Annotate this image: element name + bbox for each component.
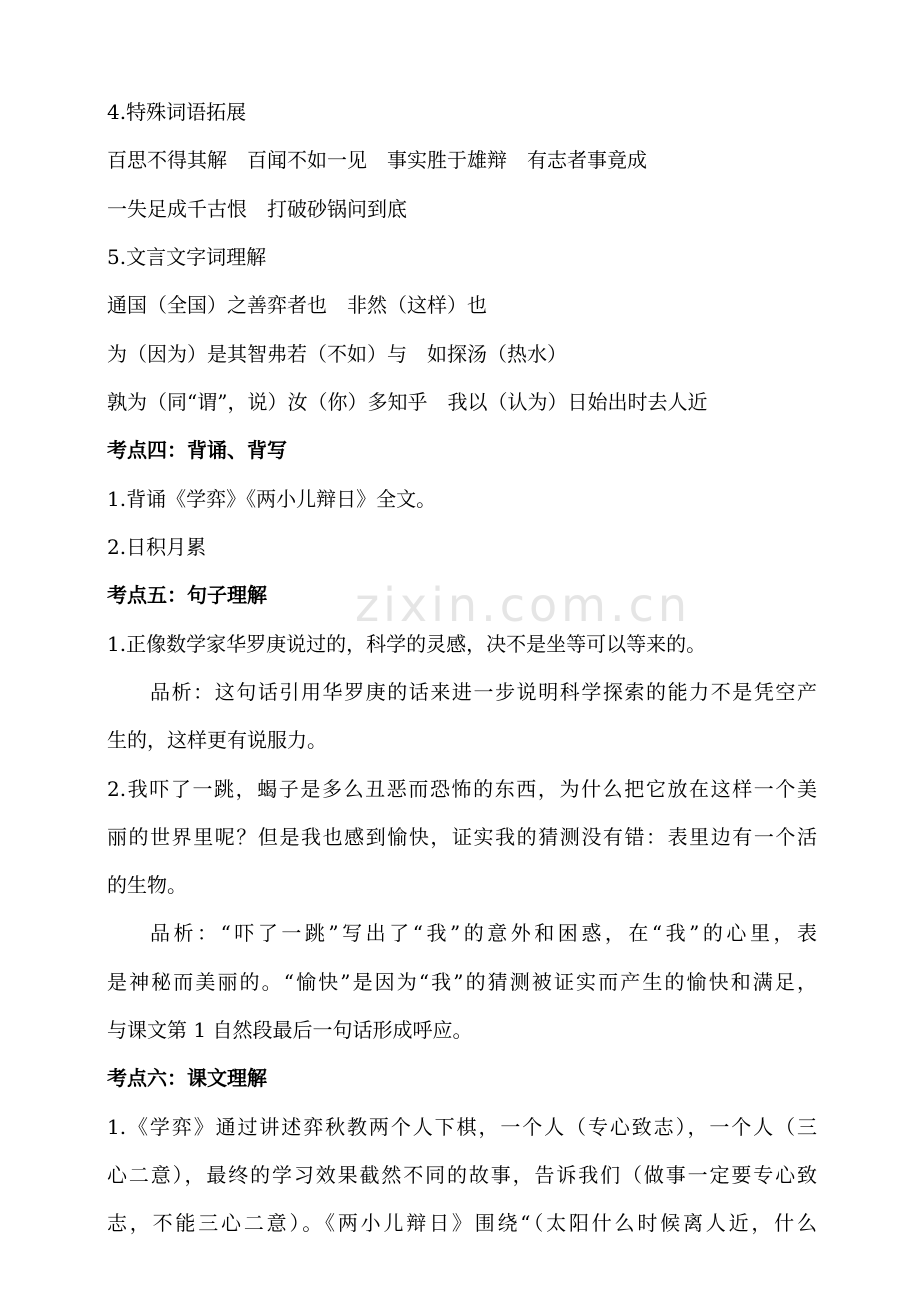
- sentence-2-line-1: 2.我吓了一跳，蝎子是多么丑恶而恐怖的东西，为什么把它放在这样一个美: [107, 777, 817, 801]
- text-understanding-line-2: 心二意），最终的学习效果截然不同的故事，告诉我们（做事一定要专心致: [107, 1163, 817, 1187]
- idiom-line-1: 百思不得其解 百闻不如一见 事实胜于雄辩 有志者事竟成: [107, 148, 647, 172]
- section-4-title: 4.特殊词语拓展: [107, 100, 247, 124]
- heading-point-4: 考点四：背诵、背写: [107, 438, 287, 462]
- classical-word-line-3: 孰为（同“谓”，说）汝（你）多知乎 我以（认为）日始出时去人近: [107, 390, 708, 414]
- section-5-title: 5.文言文字词理解: [107, 245, 267, 269]
- sentence-2-line-2: 丽的世界里呢？但是我也感到愉快，证实我的猜测没有错：表里边有一个活: [107, 825, 817, 849]
- idiom-line-2: 一失足成千古恨 打破砂锅问到底: [107, 197, 407, 221]
- recite-item-2: 2.日积月累: [107, 535, 207, 559]
- analysis-2-line-2: 是神秘而美丽的。“愉快”是因为“我”的猜测被证实而产生的愉快和满足，: [107, 970, 817, 994]
- watermark: zixin.com.cn: [355, 578, 692, 632]
- sentence-2-line-3: 的生物。: [107, 873, 187, 897]
- analysis-2-line-3: 与课文第 1 自然段最后一句话形成呼应。: [107, 1018, 473, 1042]
- analysis-2-line-1: 品析：“吓了一跳”写出了“我”的意外和困惑，在“我”的心里，表: [150, 921, 817, 945]
- heading-point-6: 考点六：课文理解: [107, 1066, 267, 1090]
- classical-word-line-1: 通国（全国）之善弈者也 非然（这样）也: [107, 293, 487, 317]
- analysis-1-line-1: 品析：这句话引用华罗庚的话来进一步说明科学探索的能力不是凭空产: [150, 680, 817, 704]
- heading-point-5: 考点五：句子理解: [107, 583, 267, 607]
- recite-item-1: 1.背诵《学弈》《两小儿辩日》全文。: [107, 487, 437, 511]
- classical-word-line-2: 为（因为）是其智弗若（不如）与 如探汤（热水）: [107, 342, 567, 366]
- text-understanding-line-3: 志，不能三心二意）。《两小儿辩日》围绕“（太阳什么时候离人近，什么: [107, 1211, 817, 1235]
- text-understanding-line-1: 1.《学弈》通过讲述弈秋教两个人下棋，一个人（专心致志），一个人（三: [107, 1115, 817, 1139]
- analysis-1-line-2: 生的，这样更有说服力。: [107, 728, 327, 752]
- sentence-1: 1.正像数学家华罗庚说过的，科学的灵感，决不是坐等可以等来的。: [107, 632, 707, 656]
